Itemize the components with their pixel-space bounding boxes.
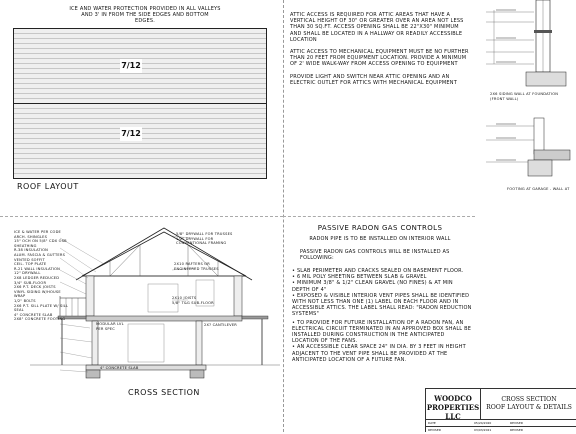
radon-item: • SLAB PERIMETER AND CRACKS SEALED ON BASEMENT FLOOR. [292, 268, 464, 274]
row2-date: 03/03/2021 [474, 428, 492, 432]
title-block-row-revised [426, 426, 576, 434]
radon-subheading-text: RADON PIPE IS TO BE INSTALLED ON INTERIOR WALL [309, 236, 451, 242]
cross-section-title: CROSS SECTION [128, 388, 200, 397]
cs-label: 1/2" BOLTS [14, 298, 36, 303]
roof-note-line1: ICE AND WATER PROTECTION PROVIDED IN ALL VALLEYS [69, 6, 221, 12]
radon-item: • MINIMUM 3/8" & 1/2" CLEAN GRAVEL (NO FINES) & AT MIN DEPTH OF 4" [292, 280, 453, 293]
cs-label: 2X6 P.T. DECK JOISTS [14, 285, 56, 290]
radon-subheading [290, 236, 470, 242]
row1-status: REVISED [510, 421, 524, 425]
company-name: WOODCO PROPERTIES LLC [426, 389, 481, 419]
roof-note-line2: AND 3' IN FROM THE SIDE EDGES AND BOTTOM [81, 12, 209, 19]
cs-mid-label-group-3 [172, 296, 218, 305]
sheet-divider-right [283, 216, 475, 217]
detail-label-1 [490, 92, 576, 101]
cs-mid-label: 5/8" T&G SUB-FLOOR [172, 300, 214, 305]
cs-label: VENTED SOFFIT [14, 257, 45, 262]
attic-note-1: ATTIC ACCESS IS REQUIRED FOR ATTIC AREAS THAT HAVE A VERTICAL HEIGHT OF 30" OR GREATER OVER AN AREA NOT LESS THAN 30 SQ.FT. ACCESS OPENING SHALL BE 22"X30" MINIMUM AND SHALL BE LOCATED IN A HALLWAY OR READILY ACCESSIBLE LOCATION [290, 12, 464, 43]
row2-label: REVISED [428, 428, 442, 432]
attic-access-notes [290, 12, 470, 86]
row2-status: REVISED [510, 428, 524, 432]
sheet-divider-left [0, 216, 283, 217]
roof-note [40, 6, 250, 25]
cs-label: ARCH. SHINGLES [14, 234, 48, 239]
radon-item: • 6 MIL POLY SHEETING BETWEEN SLAB & GRAVEL [292, 274, 427, 281]
attic-note-2: ATTIC ACCESS TO MECHANICAL EQUIPMENT MUST BE NO FURTHER THAN 20 FEET FROM EQUIPMENT LOCATION. PROVIDE A MINIMUM OF 2' WIDE WALK-WAY FROM ACCESS OPENING TO EQUIPMENT [290, 49, 469, 68]
roof-layout-title: ROOF LAYOUT [17, 182, 79, 191]
cs-mid-label: 2X10 RAFTERS OR ENGINEERED TRUSSES [174, 262, 219, 271]
cs-mid-label-group-4: 2X? CANTILEVER [204, 323, 238, 327]
cs-label: R-21 WALL INSULATION [14, 266, 61, 271]
row1-date: 05/24/2020 [474, 421, 492, 425]
cs-label: 4" CONCRETE SLAB [14, 312, 53, 317]
radon-list [292, 268, 472, 363]
roof-ridge-line [13, 103, 267, 104]
radon-heading: PASSIVE RADON GAS CONTROLS [317, 224, 443, 232]
sheet-title-line2: ROOF LAYOUT & DETAILS [486, 403, 572, 411]
radon-intro: PASSIVE RADON GAS CONTROLS WILL BE INSTALLED AS FOLLOWING: [300, 249, 450, 262]
cs-label: ALUM. FASCIA & GUTTERS [14, 252, 66, 257]
cs-label: R-38 INSULATION [14, 248, 49, 253]
cs-label: VINYL SIDING W/HOUSE WRAP [14, 289, 61, 299]
roof-pitch-lower: 7/12 [120, 127, 142, 141]
cs-label: 3/4" SUB-FLOOR [14, 280, 47, 285]
cs-mid-label-group-5: MODULAR LVL PER SPEC [96, 322, 124, 331]
cs-label: 2X8" CONCRETE FOOTING [14, 317, 66, 322]
cs-mid-label-group-2 [174, 262, 234, 271]
cs-mid-label-group-6: 4" CONCRETE SLAB [100, 366, 139, 370]
cs-mid-label-group-1 [176, 232, 238, 246]
detail-label-1-line1: 2X6 SIDING WALL AT FOUNDATION [490, 92, 559, 96]
detail-label-2: FOOTING AT GARAGE - WALL AT [507, 187, 570, 191]
cs-label: 12" DRYWALL [14, 271, 41, 276]
cs-label: 2X8 LEDGER REDUCED [14, 275, 60, 280]
row1-label: DATE [428, 421, 436, 425]
cs-mid-label: 5/8" DRYWALL FOR TRUSSES [176, 232, 233, 236]
cs-label: 15" OCH ON 5/8" CDX OSB SHEATHING [14, 239, 67, 248]
cross-section-left-labels [14, 230, 70, 322]
radon-item: • TO PROVIDE FOR FUTURE INSTALLATION OF A RADON FAN, AN ELECTRICAL CIRCUIT TERMINATED IN AN APPROVED BOX SHALL BE INSTALLED DURING CONSTRUCTION IN THE ANTICIPATED LOCATION OF THE FANS. [292, 319, 472, 345]
roof-pitch-upper: 7/12 [120, 59, 142, 73]
attic-note-3: PROVIDE LIGHT AND SWITCH NEAR ATTIC OPENING AND AN ELECTRIC OUTLET FOR ATTICS WITH MECHANICAL EQUIPMENT [290, 73, 457, 86]
cs-mid-label: 2X10 JOISTS [172, 296, 197, 300]
cs-label: ICE & WATER PER CODE [14, 230, 62, 234]
radon-item: • AN ACCESSIBLE CLEAR SPACE 24" IN DIA. BY 3 FEET IN HEIGHT ADJACENT TO THE VENT PIPE SHALL BE PROVIDED AT THE ANTICIPATED LOCATION OF A FUTURE FAN. [292, 344, 466, 363]
title-block [425, 388, 576, 432]
cs-label: CEIL. TOP PLATE [14, 262, 47, 267]
sheet-title-line1: CROSS SECTION [501, 396, 557, 403]
radon-item: • EXPOSED & VISIBLE INTERIOR VENT PIPES SHALL BE IDENTIFIED WITH NOT LESS THAN ONE (1) LABEL ON EACH FLOOR AND IN ACCESSIBLE ATTICS. THE LABEL SHALL READ: "RADON REDUCTION SYSTEMS" [292, 292, 472, 318]
cs-label: 2X6 P.T. SILL PLATE W/ SILL SEAL [14, 303, 69, 313]
detail-label-1-line2: (FRONT WALL) [490, 96, 519, 101]
sheet-title [481, 389, 576, 419]
roof-note-line3: EDGES. [134, 18, 155, 25]
cs-mid-label: 1/2" DRYWALL FOR CONVENTIONAL FRAMING [176, 236, 227, 246]
